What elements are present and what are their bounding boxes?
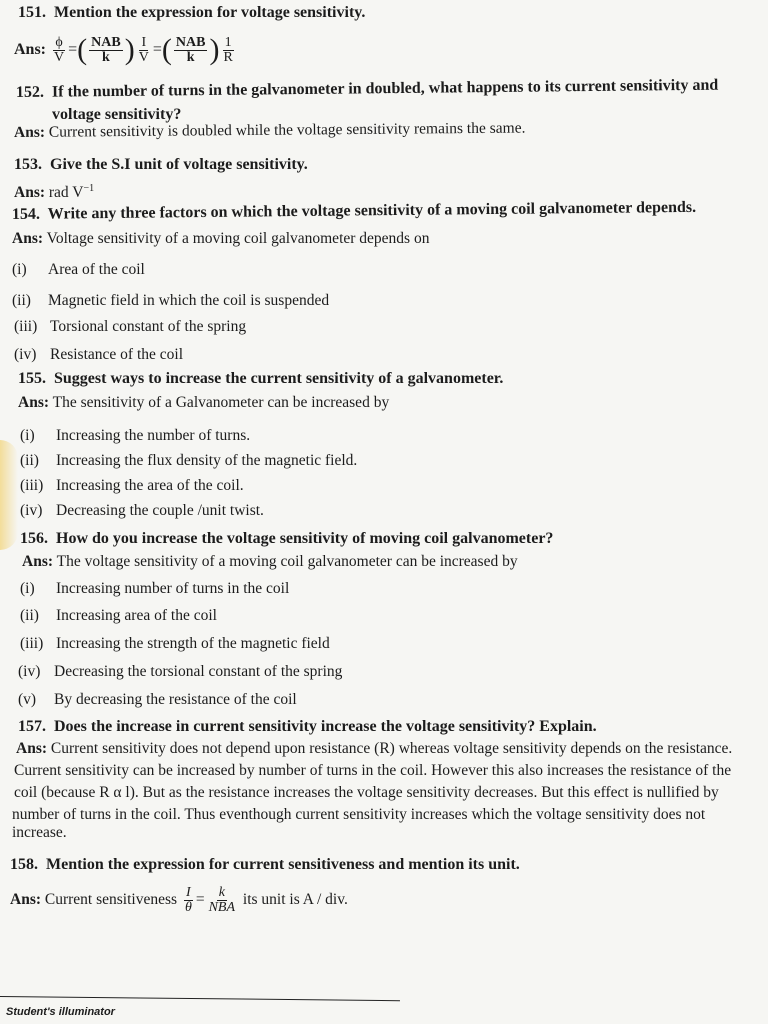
answer-152: Ans: Current sensitivity is doubled while the voltage sensitivity remains the same. bbox=[13, 119, 526, 141]
answer-151: Ans: $\frac{\phi}{V}$ = ( $\frac{\text{NAB}}{k}$ ) $\frac{I}{V}$ = ( $\frac{\text{NAB}}{k}$ ) $\frac{1}{R}$ bbox=[14, 33, 233, 66]
list-item: (i) Increasing the number of turns. bbox=[20, 427, 251, 444]
question-152: 152. If the number of turns in the galvanometer in doubled, what happens to its current sensitivity and bbox=[15, 76, 719, 101]
list-item: (i) Area of the coil bbox=[12, 261, 145, 278]
answer-157-line4: number of turns in the coil. Thus eventhough current sensitivity increases which the voltage sensitivity does not bbox=[12, 806, 706, 823]
answer-154: Ans: Voltage sensitivity of a moving coil galvanometer depends on bbox=[12, 230, 430, 247]
list-item: (ii) Increasing the flux density of the magnetic field. bbox=[20, 452, 358, 469]
list-item: (i) Increasing number of turns in the coil bbox=[20, 580, 290, 597]
list-item: (iii) Increasing the area of the coil. bbox=[20, 477, 244, 494]
list-item: (v) By decreasing the resistance of the coil bbox=[18, 691, 297, 708]
answer-155: Ans: The sensitivity of a Galvanometer can be increased by bbox=[18, 394, 390, 411]
list-item: (ii) Increasing area of the coil bbox=[20, 607, 217, 624]
answer-157-line2: Current sensitivity can be increased by number of turns in the coil. However this also increases the resistance of the bbox=[14, 762, 732, 779]
answer-158: Ans: Current sensitiveness $\frac{I}{\theta}$ = $\frac{k}{\text{NBA}}$ its unit is A / div. bbox=[10, 884, 348, 915]
list-item: (iv) Decreasing the torsional constant of the spring bbox=[18, 663, 343, 680]
question-158: 158. Mention the expression for current sensitiveness and mention its unit. bbox=[10, 856, 520, 873]
fraction-k-over-nba: $\frac{k}{\text{NBA}}$ bbox=[208, 884, 236, 915]
question-151: 151. Mention the expression for voltage sensitivity. bbox=[18, 4, 366, 21]
question-151-text: Mention the expression for voltage sensitivity. bbox=[54, 4, 366, 21]
fraction-phi-over-v: $\frac{\phi}{V}$ bbox=[54, 34, 65, 65]
question-155: 155. Suggest ways to increase the current sensitivity of a galvanometer. bbox=[18, 370, 504, 387]
list-item: (iii) Increasing the strength of the magnetic field bbox=[20, 635, 330, 652]
answer-157-line3: coil (because R α l). But as the resistance increases the voltage sensitivity decreases. But this effect is nullified by bbox=[14, 784, 719, 801]
answer-153: Ans: rad $V^{-1}$ bbox=[14, 183, 95, 202]
footer-text: Student's illuminator bbox=[6, 1006, 115, 1018]
list-item: (iii) Torsional constant of the spring bbox=[14, 318, 247, 335]
question-157: 157. Does the increase in current sensitivity increase the voltage sensitivity? Explain. bbox=[18, 718, 597, 735]
question-153: 153. Give the S.I unit of voltage sensitivity. bbox=[14, 156, 308, 173]
answer-156: Ans: The voltage sensitivity of a moving coil galvanometer can be increased by bbox=[22, 553, 518, 570]
footer-rule bbox=[0, 996, 400, 1001]
list-item: (ii) Magnetic field in which the coil is suspended bbox=[12, 292, 330, 309]
list-item: (iv) Decreasing the couple /unit twist. bbox=[20, 502, 264, 519]
question-152-line2: voltage sensitivity? bbox=[52, 106, 182, 123]
question-154: 154. Write any three factors on which the voltage sensitivity of a moving coil galvanometer depends. bbox=[11, 198, 697, 223]
question-156: 156. How do you increase the voltage sensitivity of moving coil galvanometer? bbox=[20, 530, 554, 547]
list-item: (iv) Resistance of the coil bbox=[14, 346, 183, 363]
answer-157-line1: Ans: Current sensitivity does not depend upon resistance (R) whereas voltage sensitivity depends on the resistance. bbox=[16, 740, 733, 757]
answer-157-line5: increase. bbox=[12, 824, 67, 841]
page-curl-shadow bbox=[0, 440, 18, 550]
fraction-i-over-theta: $\frac{I}{\theta}$ bbox=[184, 884, 192, 915]
